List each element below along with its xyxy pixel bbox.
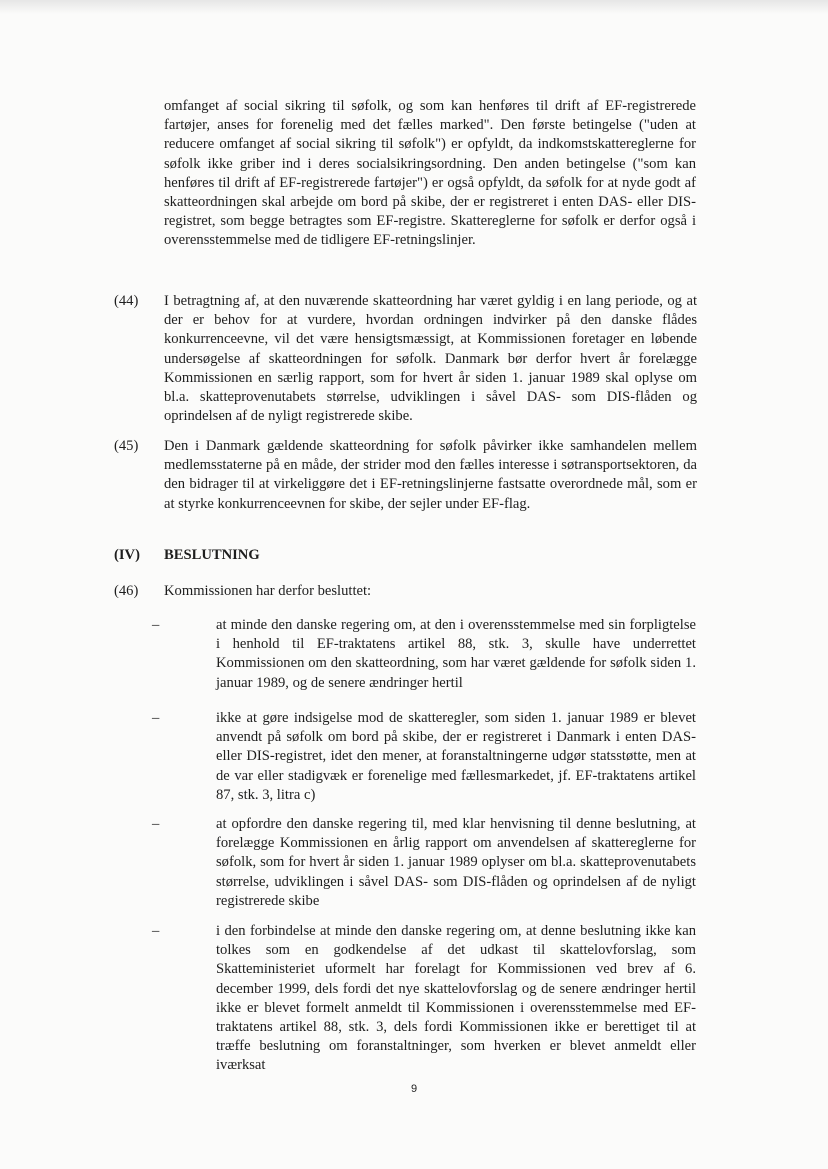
paragraph-46: Kommissionen har derfor besluttet: [164, 583, 372, 599]
paragraph-number-46: (46) [114, 583, 139, 599]
paragraph-44: I betragtning af, at den nuværende skatteordning har været gyldig i en lang periode, og at der er behov for at vurdere, hvordan ordningen indvirker på den danske flådes konkurrenceevne, vil det være hensigtsmæssigt, at Kommissionen foretager en løbende undersøgelse af skatteordningen for søfolk. Danmark bør derfor hvert år forelægge Kommissionen en særlig rapport, som for hvert år siden 1. januar 1989 skal oplyse om bl.a. skatteprovenutabets størrelse, udviklingen i såvel DAS- som DIS-flåden og oprindelsen af de nyligt registrerede skibe. [164, 293, 697, 425]
page-number: 9 [410, 1083, 418, 1095]
bullet-dash: – [152, 710, 160, 726]
decision-item-4: i den forbindelse at minde den danske regering om, at denne beslutning ikke kan tolkes som en godkendelse af det udkast til skattelovforslag, som Skatteministeriet uformelt har forelagt for Kommissionen ved brev af 6. december 1999, dels fordi det nye skattelovforslag og de senere ændringer hertil ikke er blevet formelt anmeldt til Kommissionen i overensstemmelse med EF-traktatens artikel 88, stk. 3, dels fordi Kommissionen ikke er berettiget til at træffe beslutning om foranstaltninger, som hverken er blevet anmeldt eller iværksat [216, 923, 696, 1074]
section-number: (IV) [114, 547, 140, 563]
decision-item-1: at minde den danske regering om, at den i overensstemmelse med sin forpligtelse i henhold til EF-traktatens artikel 88, stk. 3, skulle have underrettet Kommissionen om den skatteordning, som har været gældende for søfolk siden 1. januar 1989, og de senere ændringer hertil [216, 617, 696, 691]
bullet-dash: – [152, 923, 160, 939]
bullet-dash: – [152, 816, 160, 832]
bullet-dash: – [152, 617, 160, 633]
decision-item-3: at opfordre den danske regering til, med klar henvisning til denne beslutning, at forelægge Kommissionen en årlig rapport om anvendelsen af skattereglerne for søfolk, som for hvert år siden 1. januar 1989 oplyser om bl.a. skatteprovenutabets størrelse, udviklingen i såvel DAS- som DIS-flåden og oprindelsen af de nyligt registrerede skibe [216, 816, 696, 909]
paragraph-number-45: (45) [114, 438, 139, 454]
section-heading: BESLUTNING [164, 547, 260, 563]
decision-item-2: ikke at gøre indsigelse mod de skatteregler, som siden 1. januar 1989 er blevet anvendt på søfolk om bord på skibe, der er registreret i Danmark i enten DAS- eller DIS-registret, idet den mener, at foranstaltningerne udgør statsstøtte, men at de var eller stadigvæk er forenelige med fællesmarkedet, jf. EF-traktatens artikel 87, stk. 3, litra c) [216, 710, 696, 803]
paragraph-number-44: (44) [114, 293, 139, 309]
paragraph-45: Den i Danmark gældende skatteordning for søfolk påvirker ikke samhandelen mellem medlemsstaterne på en måde, der strider mod den fælles interesse i søtransportsektoren, da den bidrager til at virkeliggøre det i EF-retningslinjerne fastsatte overordnede mål, som er at styrke konkurrenceevnen for skibe, der sejler under EF-flag. [164, 438, 697, 512]
intro-paragraph: omfanget af social sikring til søfolk, og som kan henføres til drift af EF-registrerede fartøjer, anses for forenelig med det fælles marked". Den første betingelse ("uden at reducere omfanget af social sikring til søfolk") er opfyldt, da indkomstskattereglerne for søfolk ikke griber ind i deres socialsikringsordning. Den anden betingelse ("som kan henføres til drift af EF-registrerede fartøjer") er også opfyldt, da søfolk for at nyde godt af skatteordningen skal arbejde om bord på skibe, der er registreret i enten DAS- eller DIS-registret, som begge betragtes som EF-registre. Skattereglerne for søfolk er derfor også i overensstemmelse med de tidligere EF-retningslinjer. [164, 98, 696, 249]
scan-top-edge [0, 0, 828, 14]
